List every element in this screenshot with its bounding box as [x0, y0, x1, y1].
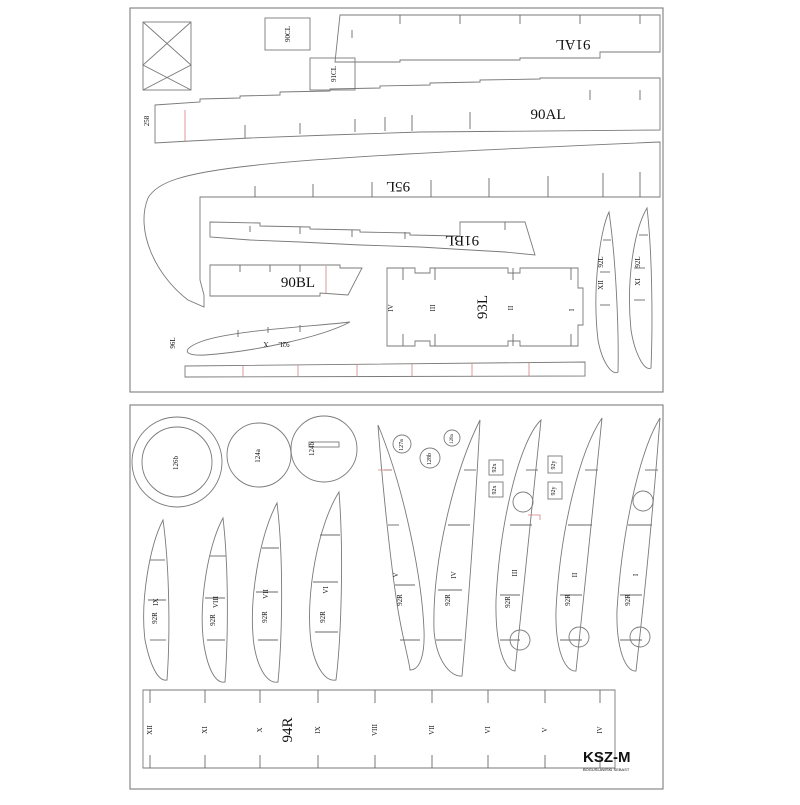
part-92y-top — [548, 456, 562, 473]
rib-92r-vii — [252, 503, 281, 682]
rib-92r-ix — [144, 520, 169, 680]
svg-text:128b: 128b — [427, 453, 433, 465]
part-95l — [144, 142, 660, 307]
rib-92r-vi — [310, 492, 342, 680]
disc-124a — [227, 423, 291, 487]
lightening-hole — [513, 492, 533, 512]
part-96l-strip — [185, 362, 585, 377]
part-91cl — [310, 58, 355, 90]
svg-text:X: X — [263, 340, 269, 348]
part-93l — [387, 268, 583, 346]
rib-92r-viii — [202, 518, 227, 682]
upper-sheet-frame — [130, 8, 663, 392]
rib-code-label: 92R — [396, 594, 404, 606]
rib-roman-label: III — [511, 569, 519, 577]
svg-text:90AL: 90AL — [530, 107, 566, 123]
part-92l-rib-x — [187, 322, 350, 355]
svg-text:124b: 124b — [308, 442, 316, 456]
svg-text:95L: 95L — [385, 178, 411, 194]
svg-text:93L: 93L — [475, 294, 491, 320]
svg-text:91CL: 91CL — [330, 66, 338, 82]
part-92x-bottom — [489, 482, 503, 497]
rib-code-label: 92R — [504, 596, 512, 608]
rib-92r-i — [617, 418, 660, 671]
rib-92r-iii — [496, 420, 541, 671]
rib-roman-label: II — [571, 572, 579, 578]
part-94r-spar — [143, 690, 615, 768]
alignment-triangle-part — [143, 22, 191, 90]
rib-outline — [496, 420, 541, 671]
label-96l: 96L — [169, 337, 177, 349]
disc-128b — [420, 448, 440, 468]
rib-set-92r — [144, 418, 660, 682]
rib-code-label: 92R — [209, 614, 217, 626]
svg-text:XII: XII — [597, 280, 605, 290]
svg-text:92L: 92L — [278, 340, 290, 348]
svg-text:KSZ-M: KSZ-M — [583, 749, 631, 766]
svg-text:90CL: 90CL — [284, 26, 292, 42]
part-91al — [335, 15, 660, 62]
spar-roman-label: IV — [596, 726, 604, 734]
rib-code-label: 92R — [319, 611, 327, 623]
rib-code-label: 92R — [444, 594, 452, 606]
rib-roman-label: IV — [450, 571, 458, 579]
lightening-hole — [633, 491, 653, 511]
svg-text:IV: IV — [387, 304, 395, 312]
svg-text:III: III — [429, 304, 437, 312]
disc-124b — [291, 416, 357, 482]
spar-roman-label: IX — [314, 726, 322, 734]
disc-127a — [393, 435, 411, 453]
svg-text:I: I — [568, 308, 576, 312]
disc-128a — [444, 430, 460, 446]
part-92x-top — [489, 460, 503, 475]
rib-outline — [556, 418, 602, 671]
ksz-m-logo — [583, 749, 631, 772]
svg-text:126b: 126b — [172, 456, 180, 470]
rib-92r-iv — [434, 420, 480, 676]
rib-outline — [310, 492, 342, 680]
svg-text:BOGUSLAWSKI SEBAST: BOGUSLAWSKI SEBAST — [583, 767, 630, 772]
spar-code-label: 94R — [280, 717, 296, 743]
rib-code-label: 92R — [624, 594, 632, 606]
spar-roman-label: VII — [428, 725, 436, 735]
rib-outline — [378, 425, 424, 670]
part-90cl — [265, 18, 310, 50]
rib-outline — [434, 420, 480, 676]
svg-text:127a: 127a — [399, 439, 405, 451]
rib-code-label: 92R — [151, 612, 159, 624]
spar-roman-label: XI — [201, 726, 209, 734]
part-92l-rib-xi — [629, 208, 651, 369]
rib-roman-label: VII — [262, 589, 270, 599]
rib-92r-v — [378, 425, 424, 670]
svg-text:128a: 128a — [450, 434, 455, 444]
spar-roman-label: VIII — [371, 723, 379, 737]
part-91bl — [210, 222, 535, 255]
svg-text:90BL: 90BL — [280, 275, 316, 291]
rib-92r-ii — [556, 418, 602, 671]
svg-text:92y: 92y — [551, 486, 557, 496]
rib-code-label: 92R — [564, 594, 572, 606]
part-90al — [155, 78, 660, 143]
rib-code-label: 92R — [261, 611, 269, 623]
svg-text:92x: 92x — [492, 485, 498, 495]
label-258: 258 — [143, 115, 151, 127]
svg-text:124a: 124a — [254, 449, 262, 463]
disc-126b — [132, 417, 222, 507]
svg-text:91AL: 91AL — [555, 36, 591, 52]
spar-roman-label: VI — [484, 726, 492, 734]
part-92l-rib-xii — [596, 212, 618, 373]
rib-roman-label: VI — [322, 586, 330, 594]
part-92y-bottom — [548, 482, 562, 499]
part-90bl — [210, 265, 362, 296]
svg-text:92x: 92x — [492, 463, 498, 473]
svg-text:92L: 92L — [634, 256, 642, 268]
rib-roman-label: I — [632, 573, 640, 577]
svg-text:XI: XI — [634, 278, 642, 286]
svg-text:92y: 92y — [551, 460, 557, 470]
svg-text:II: II — [507, 305, 515, 311]
spar-roman-label: XII — [146, 725, 154, 735]
svg-text:91BL: 91BL — [444, 232, 480, 248]
rib-outline — [617, 418, 660, 671]
spar-roman-label: X — [256, 727, 264, 733]
rib-roman-label: VIII — [212, 595, 220, 609]
rib-roman-label: IX — [152, 598, 160, 606]
rib-roman-label: V — [392, 572, 400, 578]
svg-text:92L: 92L — [597, 256, 605, 268]
spar-roman-label: V — [541, 727, 549, 733]
